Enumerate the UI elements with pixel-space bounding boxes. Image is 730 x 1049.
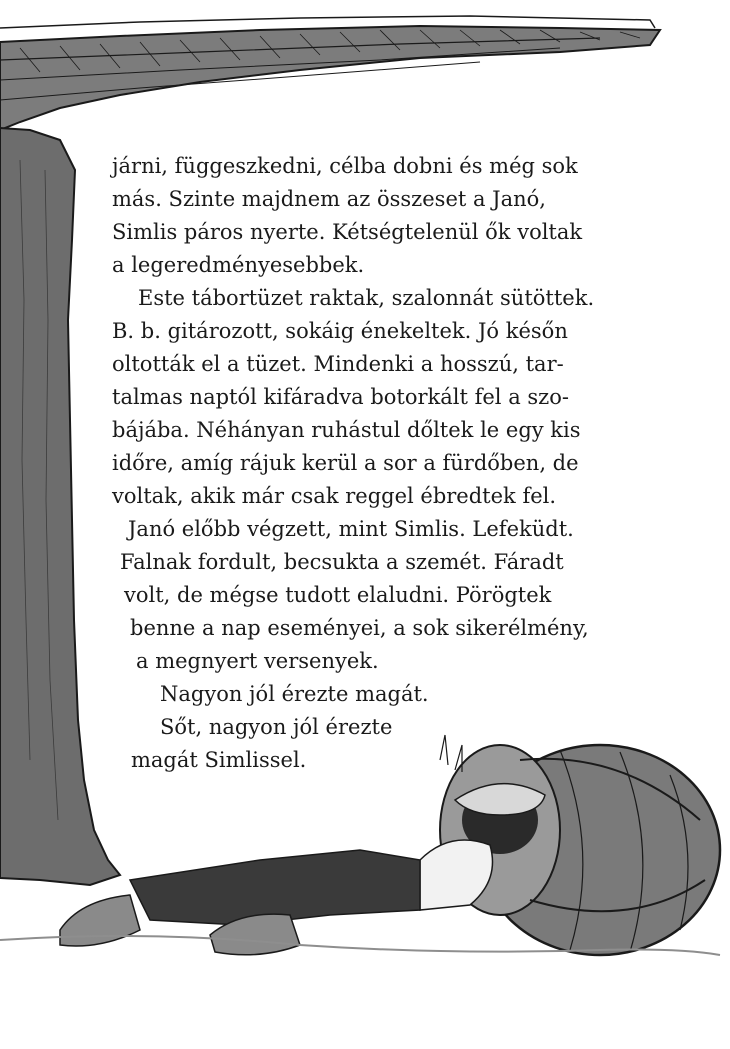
text-line: Este tábortüzet raktak, szalonnát sütöttek. [138, 286, 595, 310]
text-line: B. b. gitározott, sokáig énekeltek. Jó későn [112, 319, 568, 343]
text-line: magát Simlissel. [131, 748, 307, 772]
text-line: Janó előbb végzett, mint Simlis. Lefeküdt. [128, 517, 574, 541]
text-line: Sőt, nagyon jól érezte [160, 715, 393, 739]
text-line: oltották el a tüzet. Mindenki a hosszú, tar- [112, 352, 564, 376]
boy-figure [60, 784, 545, 955]
grass [440, 735, 462, 772]
text-line: a legeredményesebbek. [112, 253, 365, 277]
text-line: talmas naptól kifáradva botorkált fel a szo- [112, 385, 569, 409]
tree-trunk [0, 128, 120, 885]
text-line: volt, de mégse tudott elaludni. Pörögtek [124, 583, 552, 607]
text-line: a megnyert versenyek. [136, 649, 379, 673]
text-line: voltak, akik már csak reggel ébredtek fel. [112, 484, 557, 508]
text-line: Nagyon jól érezte magát. [160, 682, 429, 706]
text-line: más. Szinte majdnem az összeset a Janó, [112, 187, 546, 211]
text-line: bájába. Néhányan ruhástul dőltek le egy kis [112, 418, 581, 442]
text-line: járni, függeszkedni, célba dobni és még sok [112, 154, 578, 178]
text-line: Simlis páros nyerte. Kétségtelenül ők voltak [112, 220, 583, 244]
text-line: benne a nap eseményei, a sok sikerélmény, [130, 616, 589, 640]
text-line: Falnak fordult, becsukta a szemét. Fáradt [120, 550, 564, 574]
tree-branch [0, 16, 660, 130]
text-line: időre, amíg rájuk kerül a sor a fürdőben, de [112, 451, 579, 475]
